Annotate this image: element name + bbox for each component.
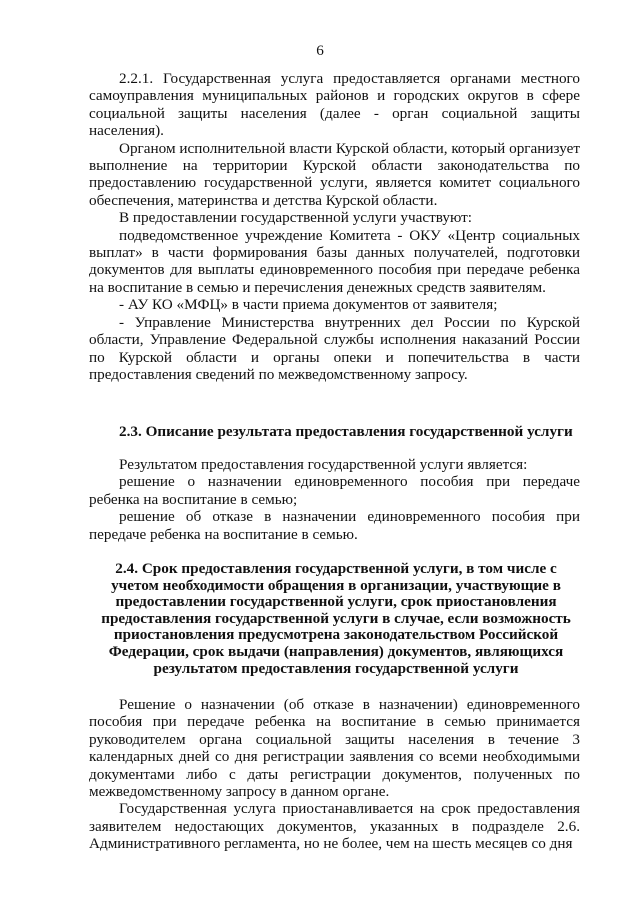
section-2-4-body	[89, 696, 580, 853]
paragraph: - Управление Министерства внутренних дел России по Курской области, Управление Федеральной службы исполнения наказаний России по Курской области и органы опеки и попечительства в части предоставления сведений по межведомственному запросу.	[89, 313, 580, 383]
page-number: 6	[316, 42, 324, 59]
paragraph: Решение о назначении (об отказе в назначении) единовременного пособия при передаче ребенка на воспитание в семью принимается руководителем органа социальной защиты населения в течение 3 календарных дней со дня регистрации заявления со всеми необходимыми документами либо с даты регистрации документов, полученных по межведомственному запросу в данном органе.	[89, 696, 580, 801]
paragraph: Государственная услуга приостанавливается на срок предоставления заявителем недостающих документов, указанных в подразделе 2.6. Административного регламента, но не более, чем на шесть месяцев со дня	[89, 800, 580, 853]
section-2-3-body	[89, 456, 580, 543]
paragraph: - АУ КО «МФЦ» в части приема документов от заявителя;	[119, 296, 498, 314]
section-2-3-title: 2.3. Описание результата предоставления государственной услуги	[119, 423, 573, 440]
paragraph: подведомственное учреждение Комитета - ОКУ «Центр социальных выплат» в части формирования базы данных получателей, подготовки документов для выплаты единовременного пособия при передаче ребенка на воспитание в семью и перечисления денежных средств заявителям.	[89, 226, 580, 296]
paragraph: В предоставлении государственной услуги участвуют:	[119, 209, 472, 227]
paragraph: Органом исполнительной власти Курской области, который организует выполнение на территории Курской области законодательства по предоставлению государственной услуги, является комитет социального обеспечения, материнства и детства Курской области.	[89, 139, 580, 209]
paragraph: 2.2.1. Государственная услуга предоставляется органами местного самоуправления муниципальных районов и городских округов в сфере социальной защиты населения (далее - орган социальной защиты населения).	[89, 70, 580, 140]
section-2-4-title: 2.4. Срок предоставления государственной услуги, в том числе с учетом необходимости обращения в организации, участвующие в предоставлении государственной услуги, срок приостановления предоставления государственной услуги в случае, если возможность приостановления предусмотрена законодательством Российской Федерации, срок выдачи (направления) документов, являющихся результатом предоставления государственной услуги	[101, 560, 571, 677]
paragraph: Результатом предоставления государственной услуги является:	[119, 456, 528, 473]
section-2-2-1	[89, 70, 580, 383]
paragraph: решение об отказе в назначении единовременного пособия при передаче ребенка на воспитание в семью.	[89, 508, 580, 543]
paragraph: решение о назначении единовременного пособия при передаче ребенка на воспитание в семью;	[89, 473, 580, 508]
